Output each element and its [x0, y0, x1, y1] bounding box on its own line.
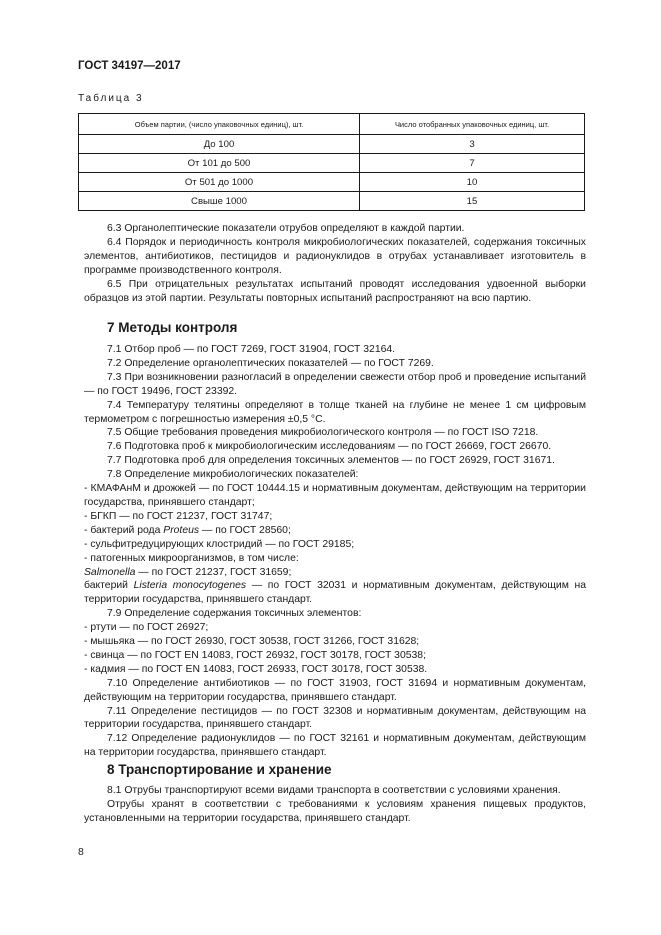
- paragraph-6-5: 6.5 При отрицательных результатах испытаний проводят исследования удвоенной выборки образцов из этой партии. Результаты повторных испытаний распространяют на всю партию.: [84, 278, 586, 304]
- paragraph-7-2: 7.2 Определение органолептических показателей — по ГОСТ 7269.: [107, 357, 434, 369]
- paragraph-7-4: 7.4 Температуру телятины определяют в толще тканей на глубине не менее 1 см цифровым термометром с погрешностью измерения ±0,5 °С.: [84, 399, 586, 425]
- section-8-heading: 8 Транспортирование и хранение: [107, 762, 332, 777]
- paragraph-7-11: 7.11 Определение пестицидов — по ГОСТ 32308 и нормативным документам, действующим на территории государства, принявшего стандарт.: [84, 705, 586, 731]
- list-item: - сульфитредуцирующих клостридий — по ГОСТ 29185;: [84, 538, 355, 550]
- table-cell: До 100: [79, 135, 360, 154]
- list-item: - патогенных микроорганизмов, в том числе:: [84, 552, 299, 564]
- table-cell: 3: [360, 135, 585, 154]
- section-8-body: [84, 784, 586, 826]
- list-item: - кадмия — по ГОСТ EN 14083, ГОСТ 26933, ГОСТ 30178, ГОСТ 30538.: [84, 663, 428, 675]
- paragraph-6-4: 6.4 Порядок и периодичность контроля микробиологических показателей, содержания токсичных элементов, антибиотиков, пестицидов и радионуклидов в отрубах устанавливает изготовитель в программе производственного контроля.: [84, 236, 586, 276]
- paragraph-8-1: 8.1 Отрубы транспортируют всеми видами транспорта в соответствии с условиями хранения.: [107, 785, 561, 796]
- table-header-row: [79, 114, 585, 135]
- paragraph-7-1: 7.1 Отбор проб — по ГОСТ 7269, ГОСТ 31904, ГОСТ 32164.: [107, 344, 396, 355]
- table-cell: 10: [360, 173, 585, 192]
- latin-term: Listeria monocytogenes: [133, 580, 247, 592]
- list-item: - ртути — по ГОСТ 26927;: [84, 622, 209, 634]
- section-6-body: [84, 222, 586, 305]
- list-item: [84, 524, 586, 538]
- list-item: - БГКП — по ГОСТ 21237, ГОСТ 31747;: [84, 510, 273, 522]
- paragraph-7-8: 7.8 Определение микробиологических показателей:: [107, 469, 359, 481]
- table-cell: От 501 до 1000: [79, 173, 360, 192]
- paragraph-7-10: 7.10 Определение антибиотиков — по ГОСТ 31903, ГОСТ 31694 и нормативным документам, действующим на территории государства, принявшего стандарт.: [84, 677, 586, 703]
- section-7-heading: 7 Методы контроля: [107, 320, 238, 335]
- table-row: [79, 173, 585, 192]
- list-item-text: бактерий: [84, 580, 134, 592]
- list-item: - мышьяка — по ГОСТ 26930, ГОСТ 30538, ГОСТ 31266, ГОСТ 31628;: [84, 636, 420, 648]
- sample-size-table: [78, 113, 585, 211]
- list-item-text: — по ГОСТ 21237, ГОСТ 31659;: [135, 566, 292, 578]
- list-item-text: — по ГОСТ 28560;: [199, 524, 291, 536]
- table-row: [79, 154, 585, 173]
- table-cell: От 101 до 500: [79, 154, 360, 173]
- latin-term: Proteus: [163, 524, 200, 536]
- table-cell: 7: [360, 154, 585, 173]
- paragraph-7-6: 7.6 Подготовка проб к микробиологическим исследованиям — по ГОСТ 26669, ГОСТ 26670.: [107, 441, 552, 453]
- table-header-cell: Объем партии, (число упаковочных единиц), шт.: [79, 114, 360, 135]
- list-item: [84, 566, 586, 580]
- table-row: [79, 192, 585, 211]
- section-7-body: [84, 343, 586, 760]
- list-item: - КМАФАнМ и дрожжей — по ГОСТ 10444.15 и нормативным документам, действующим на территории государства, принявшего стандарт;: [84, 483, 586, 508]
- page-number: 8: [78, 846, 84, 858]
- table-caption: Таблица 3: [78, 93, 144, 104]
- list-item-text: — по ГОСТ 32031 и нормативным документам, действующим на территории государства, принявшего стандарт.: [84, 580, 586, 606]
- document-header: ГОСТ 34197—2017: [78, 60, 181, 72]
- paragraph-6-3: 6.3 Органолептические показатели отрубов определяют в каждой партии.: [107, 223, 465, 234]
- paragraph-7-3: 7.3 При возникновении разногласий в определении свежести отбор проб и проведение испытаний — по ГОСТ 19496, ГОСТ 23392.: [84, 371, 586, 397]
- paragraph-7-5: 7.5 Общие требования проведения микробиологического контроля — по ГОСТ ISO 7218.: [107, 427, 539, 439]
- list-item: [84, 579, 586, 607]
- paragraph-7-12: 7.12 Определение радионуклидов — по ГОСТ 32161 и нормативным документам, действующим на территории государства, принявшего стандарт.: [84, 733, 586, 759]
- paragraph-8-2: Отрубы хранят в соответствии с требованиями к условиям хранения пищевых продуктов, установленными на территории государства, принявшего стандарт.: [84, 798, 586, 824]
- list-item: - свинца — по ГОСТ EN 14083, ГОСТ 26932, ГОСТ 30178, ГОСТ 30538;: [84, 649, 426, 661]
- table-cell: Свыше 1000: [79, 192, 360, 211]
- latin-term: Salmonella: [84, 566, 136, 578]
- table-cell: 15: [360, 192, 585, 211]
- list-item-text: - бактерий рода: [84, 524, 164, 536]
- table-header-cell: Число отобранных упаковочных единиц, шт.: [360, 114, 585, 135]
- table-row: [79, 135, 585, 154]
- paragraph-7-9: 7.9 Определение содержания токсичных элементов:: [107, 608, 362, 620]
- paragraph-7-7: 7.7 Подготовка проб для определения токсичных элементов — по ГОСТ 26929, ГОСТ 31671.: [107, 455, 555, 467]
